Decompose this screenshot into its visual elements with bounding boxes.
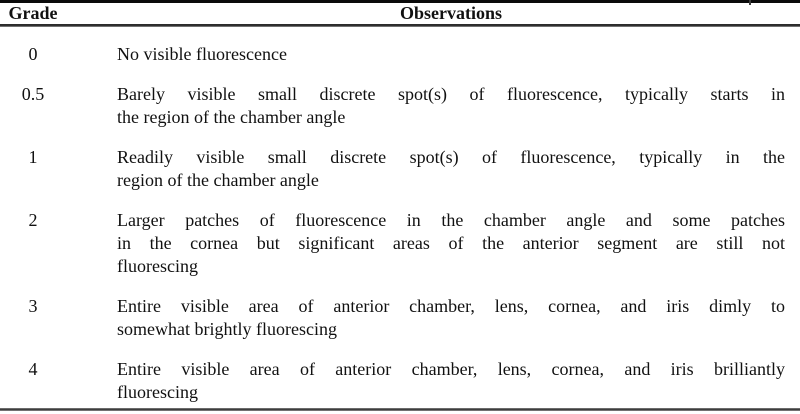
observation-line: No visible fluorescence (117, 44, 287, 64)
table-header-row (0, 3, 800, 24)
grade-cell: 0 (28, 44, 38, 64)
grade-cell: 0.5 (21, 84, 45, 104)
observation-line: Entire visible area of anterior chamber, lens, cornea, and iris dimly to (117, 296, 785, 316)
table-row (0, 83, 800, 129)
observation-cell (117, 295, 785, 341)
observation-cell (117, 209, 785, 278)
table-row (0, 43, 800, 66)
grade-cell: 4 (28, 359, 38, 379)
observation-line: fluorescing (117, 256, 198, 276)
observation-line: fluorescing (117, 382, 198, 402)
table-header-rule (0, 24, 800, 27)
observation-line: Barely visible small discrete spot(s) of fluorescence, typically starts in (117, 84, 785, 104)
observation-line: Larger patches of fluorescence in the chamber angle and some patches (117, 210, 785, 230)
observation-line: Entire visible area of anterior chamber, lens, cornea, and iris brilliantly (117, 359, 785, 379)
observation-cell (117, 43, 785, 66)
column-divider-tick (749, 0, 751, 5)
observation-line: region of the chamber angle (117, 170, 319, 190)
observation-line: Readily visible small discrete spot(s) of fluorescence, typically in the (117, 147, 785, 167)
observation-cell (117, 83, 785, 129)
table-row (0, 209, 800, 278)
table-row (0, 358, 800, 404)
table-row (0, 295, 800, 341)
column-header-grade: Grade (8, 3, 58, 23)
observation-line: in the cornea but significant areas of the anterior segment are still not (117, 233, 785, 253)
grade-cell: 2 (28, 210, 38, 230)
observation-line: somewhat brightly fluorescing (117, 319, 337, 339)
table-body (0, 43, 800, 404)
grade-cell: 1 (28, 147, 38, 167)
observation-cell (117, 146, 785, 192)
grade-cell: 3 (28, 296, 38, 316)
table-bottom-rule (0, 408, 800, 411)
table-top-rule (0, 0, 800, 3)
column-header-observations: Observations (399, 3, 502, 23)
observation-line: the region of the chamber angle (117, 107, 346, 127)
table-row (0, 146, 800, 192)
observation-cell (117, 358, 785, 404)
